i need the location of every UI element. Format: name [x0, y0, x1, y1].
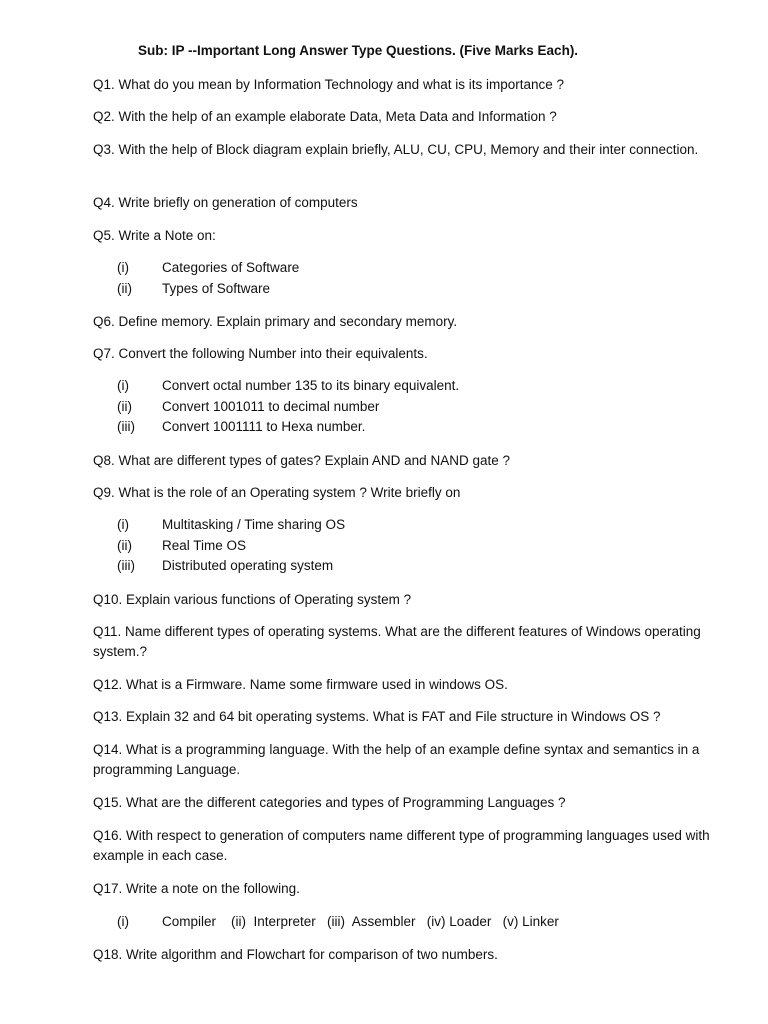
- question-10: Q10. Explain various functions of Operating system ?: [93, 592, 412, 607]
- question-15: Q15. What are the different categories and types of Programming Languages ?: [93, 795, 566, 810]
- question-8: Q8. What are different types of gates? Explain AND and NAND gate ?: [93, 453, 510, 468]
- question-18: Q18. Write algorithm and Flowchart for comparison of two numbers.: [93, 947, 498, 962]
- item-number: (i): [117, 260, 129, 275]
- item-number: (iii): [117, 419, 135, 434]
- question-1: Q1. What do you mean by Information Technology and what is its importance ?: [93, 77, 565, 92]
- item-text: Real Time OS: [162, 538, 247, 553]
- question-11: Q11. Name different types of operating systems. What are the different features of Windows operating system.?: [93, 624, 701, 659]
- document-title: Sub: IP --Important Long Answer Type Questions. (Five Marks Each).: [138, 43, 579, 58]
- item-text: Categories of Software: [162, 260, 300, 275]
- question-3: Q3. With the help of Block diagram explain briefly, ALU, CU, CPU, Memory and their inter connection.: [93, 142, 699, 157]
- item-number: (i): [117, 378, 129, 393]
- question-6: Q6. Define memory. Explain primary and secondary memory.: [93, 314, 458, 329]
- question-17: Q17. Write a note on the following.: [93, 881, 300, 896]
- question-16: Q16. With respect to generation of computers name different type of programming languages used with example in each case.: [93, 828, 710, 863]
- item-number: (i): [117, 517, 129, 532]
- item-number: (ii): [117, 281, 132, 296]
- question-12: Q12. What is a Firmware. Name some firmware used in windows OS.: [93, 677, 508, 692]
- question-5: Q5. Write a Note on:: [93, 228, 216, 243]
- item-number: (ii): [117, 399, 132, 414]
- item-text: Convert octal number 135 to its binary equivalent.: [162, 378, 460, 393]
- item-text: Compiler (ii) Interpreter (iii) Assembler (iv) Loader (v) Linker: [162, 914, 559, 929]
- item-text: Types of Software: [162, 281, 271, 296]
- item-text: Distributed operating system: [162, 558, 334, 573]
- item-text: Convert 1001111 to Hexa number.: [162, 419, 366, 434]
- question-7: Q7. Convert the following Number into their equivalents.: [93, 346, 428, 361]
- question-13: Q13. Explain 32 and 64 bit operating systems. What is FAT and File structure in Windows OS ?: [93, 709, 661, 724]
- item-text: Multitasking / Time sharing OS: [162, 517, 346, 532]
- question-4: Q4. Write briefly on generation of computers: [93, 195, 358, 210]
- item-number: (i): [117, 914, 129, 929]
- item-text: Convert 1001011 to decimal number: [162, 399, 380, 414]
- item-number: (ii): [117, 538, 132, 553]
- question-9: Q9. What is the role of an Operating system ? Write briefly on: [93, 485, 461, 500]
- question-14: Q14. What is a programming language. With the help of an example define syntax and semantics in a programming Language.: [93, 742, 700, 777]
- item-number: (iii): [117, 558, 135, 573]
- question-2: Q2. With the help of an example elaborate Data, Meta Data and Information ?: [93, 109, 557, 124]
